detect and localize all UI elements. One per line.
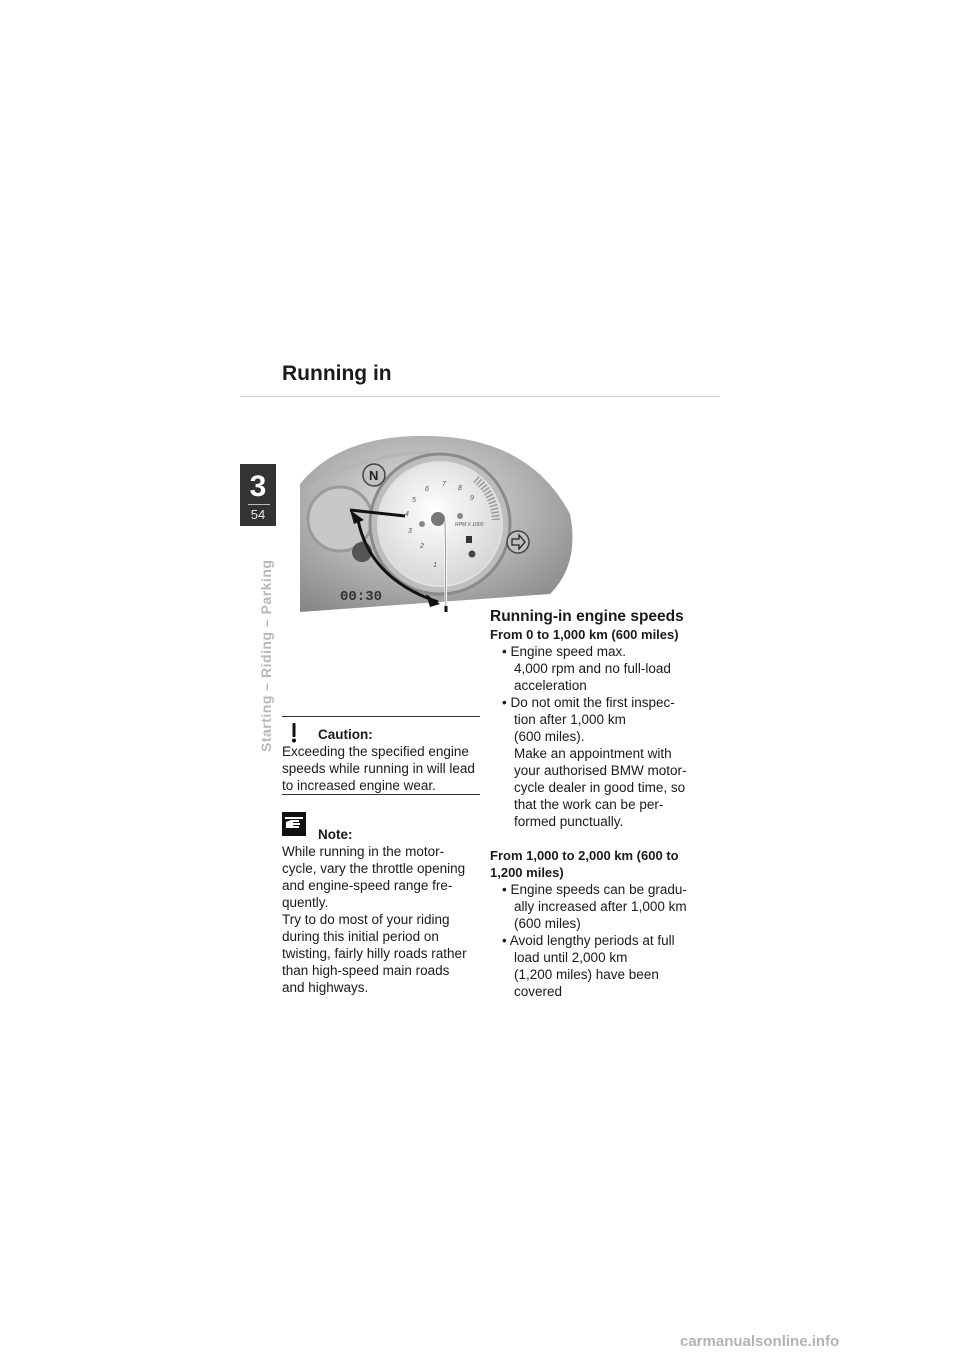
section1-list bbox=[490, 643, 700, 830]
section2-title-line-2: 1,200 miles) bbox=[490, 865, 564, 880]
note-line-8: than high-speed main roads bbox=[282, 963, 450, 978]
tachometer-figure bbox=[300, 424, 590, 612]
caution-line-2: speeds while running in will lead bbox=[282, 761, 475, 776]
list-item: • Do not omit the first inspec- tion after 1,000 km (600 miles). Make an appointment with your authorised BMW motor- cycle dealer in good time, so that the work can be per- formed punctually. bbox=[502, 695, 687, 829]
chapter-number: 3 bbox=[249, 470, 267, 503]
section2-list bbox=[490, 881, 700, 1000]
tach-label: RPM X 1000 bbox=[455, 522, 484, 528]
caution-line-1: Exceeding the specified engine bbox=[282, 744, 469, 759]
note-line-4: quently. bbox=[282, 895, 329, 910]
note-line-3: and engine-speed range fre- bbox=[282, 878, 453, 893]
tach-tick-1: 1 bbox=[433, 562, 437, 569]
note-label: Note: bbox=[318, 827, 353, 842]
section1-title: From 0 to 1,000 km (600 miles) bbox=[490, 627, 679, 642]
note-icon bbox=[282, 812, 306, 836]
neutral-indicator: N bbox=[369, 468, 379, 483]
warning-icon bbox=[282, 722, 306, 744]
odometer-display: 00:30 bbox=[340, 589, 383, 605]
section-heading: Running-in engine speeds bbox=[490, 608, 684, 625]
caution-bottom-rule bbox=[282, 794, 480, 795]
fuel-pump-icon bbox=[466, 536, 472, 543]
tach-tick-9: 9 bbox=[470, 495, 474, 502]
caution-label: Caution: bbox=[318, 727, 373, 742]
caution-line-3: to increased engine wear. bbox=[282, 778, 436, 793]
note-line-7: twisting, fairly hilly roads rather bbox=[282, 946, 467, 961]
list-item: • Engine speeds can be gradu- ally increased after 1,000 km (600 miles) bbox=[502, 882, 687, 931]
note-line-9: and highways. bbox=[282, 980, 369, 995]
tach-tick-5: 5 bbox=[412, 497, 416, 504]
chapter-divider bbox=[248, 504, 270, 505]
note-text bbox=[282, 843, 482, 996]
tach-tick-6: 6 bbox=[425, 486, 429, 493]
tach-tick-7: 7 bbox=[442, 481, 446, 488]
page-title: Running in bbox=[282, 362, 392, 385]
title-rule bbox=[240, 396, 720, 397]
tach-tick-4: 4 bbox=[405, 511, 409, 518]
list-item: • Engine speed max. 4,000 rpm and no full-load acceleration bbox=[502, 644, 671, 693]
note-line-2: cycle, vary the throttle opening bbox=[282, 861, 466, 876]
note-line-1: While running in the motor- bbox=[282, 844, 445, 859]
page-number: 54 bbox=[250, 507, 266, 522]
section2-title-line-1: From 1,000 to 2,000 km (600 to bbox=[490, 848, 679, 863]
tach-tick-3: 3 bbox=[408, 528, 412, 535]
note-line-5: Try to do most of your riding bbox=[282, 912, 450, 927]
caution-top-rule bbox=[282, 716, 480, 717]
tach-tick-8: 8 bbox=[458, 485, 462, 492]
note-line-6: during this initial period on bbox=[282, 929, 439, 944]
chapter-side-label: Starting – Riding – Parking bbox=[258, 559, 274, 752]
running-in-speeds-section bbox=[490, 607, 700, 1000]
tach-tick-2: 2 bbox=[420, 543, 424, 550]
footer-watermark: carmanualsonline.info bbox=[680, 1333, 840, 1350]
caution-text bbox=[282, 743, 480, 794]
list-item: • Avoid lengthy periods at full load until 2,000 km (1,200 miles) have been covered bbox=[502, 933, 675, 999]
